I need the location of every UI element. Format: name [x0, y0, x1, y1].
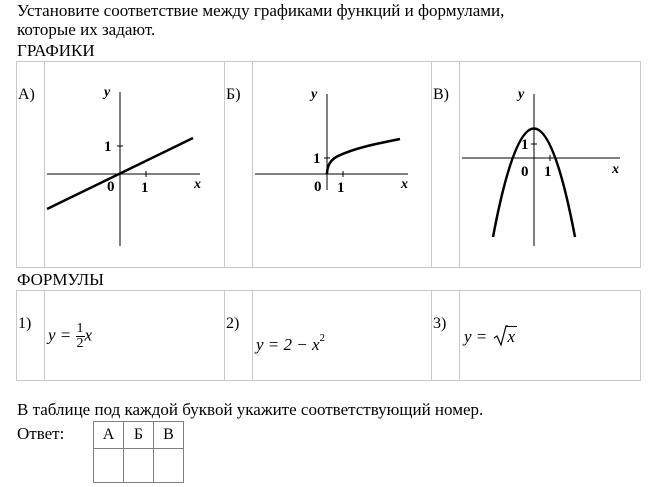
- origin-label: 0: [314, 179, 322, 195]
- formula-2: [256, 328, 325, 355]
- formula-3: [464, 327, 517, 347]
- task-text-line2: которые их задают.: [17, 20, 156, 39]
- y-axis-label: y: [311, 87, 318, 102]
- formula-1-numerator: 1: [76, 321, 84, 336]
- graphs-title: ГРАФИКИ: [17, 41, 95, 60]
- answer-table: [93, 421, 184, 483]
- tick-y-label: 1: [313, 151, 321, 167]
- answer-cell-a[interactable]: [94, 449, 124, 483]
- formula-2-exponent: 2: [319, 332, 326, 344]
- formulas-divider: [459, 290, 460, 381]
- formulas-divider: [44, 290, 45, 381]
- answer-label: Ответ:: [17, 424, 65, 443]
- tick-x-label: 1: [141, 180, 149, 196]
- sqrt-icon: [494, 327, 518, 347]
- tick-y-label: 1: [521, 137, 529, 153]
- y-axis-label: y: [518, 87, 525, 102]
- formula-3-radicand: x: [507, 327, 516, 346]
- formula-1-denominator: 2: [76, 336, 84, 351]
- tick-y-label: 1: [104, 139, 112, 155]
- answer-header-v: В: [154, 422, 184, 449]
- x-axis-label: x: [612, 162, 619, 177]
- task-text-line1: Установите соответствие между графиками функций и формулами,: [17, 1, 505, 20]
- formula-1-lhs: y =: [48, 325, 72, 345]
- graph-label-v: В): [433, 86, 449, 103]
- origin-label: 0: [107, 179, 115, 195]
- origin-label: 0: [521, 164, 529, 180]
- formula-1-fraction: [76, 322, 85, 351]
- answer-input-row: [94, 449, 184, 483]
- formulas-table: [16, 290, 641, 381]
- graph-label-a: А): [18, 86, 35, 103]
- formulas-divider: [252, 290, 253, 381]
- y-axis-label: y: [104, 85, 111, 100]
- formula-3-lhs: y =: [464, 327, 488, 346]
- answer-header-b: Б: [124, 422, 154, 449]
- formula-label-1: 1): [18, 315, 32, 332]
- formula-2-main: y = 2 − x: [256, 335, 320, 354]
- formula-label-3: 3): [433, 315, 447, 332]
- answer-cell-v[interactable]: [154, 449, 184, 483]
- formula-1: [48, 322, 92, 351]
- graph-label-b: Б): [226, 86, 241, 103]
- x-axis-label: x: [194, 177, 201, 192]
- tick-x-label: 1: [337, 180, 345, 196]
- answer-header-a: А: [94, 422, 124, 449]
- formulas-divider: [431, 290, 432, 381]
- instructions-text: В таблице под каждой буквой укажите соответствующий номер.: [17, 400, 484, 419]
- x-axis-label: x: [401, 177, 408, 192]
- formulas-divider: [224, 290, 225, 381]
- answer-header-row: [94, 422, 184, 449]
- formulas-title: ФОРМУЛЫ: [17, 270, 104, 289]
- tick-x-label: 1: [544, 164, 552, 180]
- formula-1-rhs: x: [84, 325, 93, 345]
- formula-label-2: 2): [226, 315, 240, 332]
- answer-cell-b[interactable]: [124, 449, 154, 483]
